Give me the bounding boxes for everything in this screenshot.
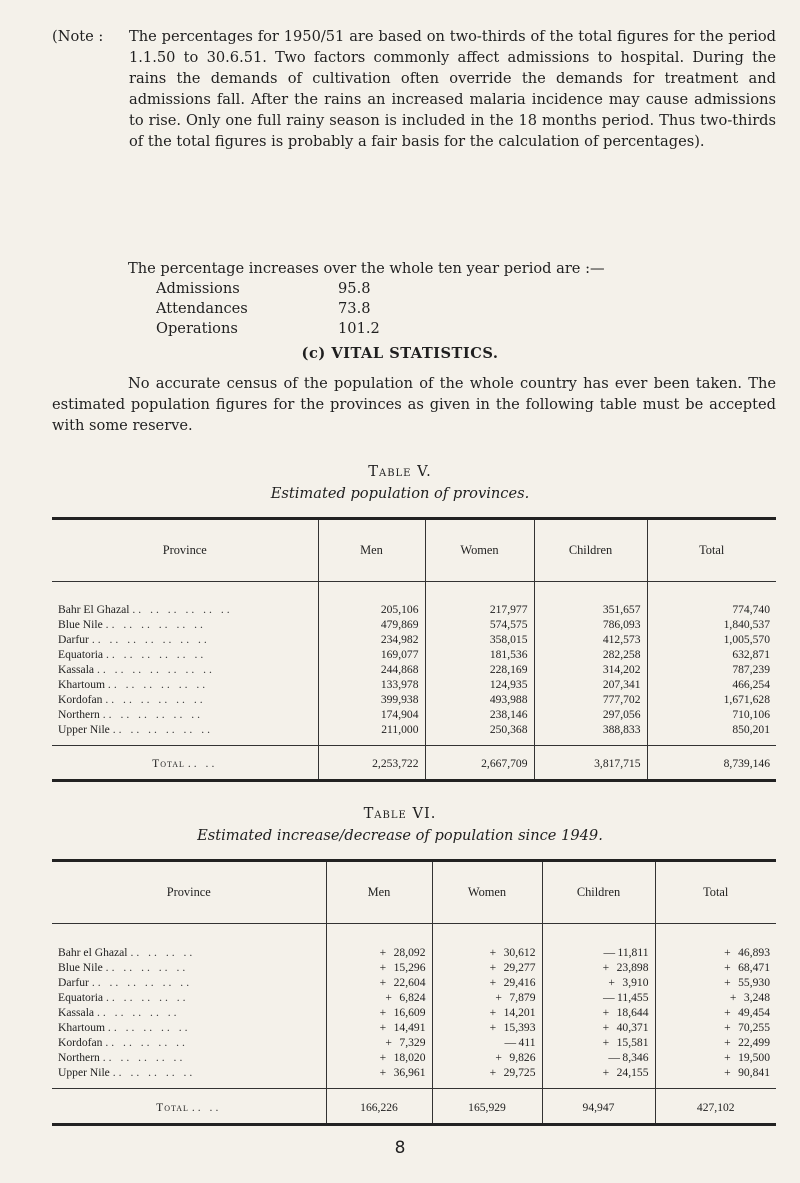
cell-women: 9,826: [509, 1051, 536, 1064]
total-women: 2,667,709: [425, 745, 534, 781]
cell-total: 49,454: [738, 1006, 770, 1019]
province-name: Equatoria: [58, 648, 104, 661]
cell-total: 3,248: [743, 991, 770, 1004]
province-name: Khartoum: [58, 678, 106, 691]
province-name: Kordofan: [58, 1036, 103, 1049]
cell-total: 466,254: [647, 677, 776, 692]
total-children: 94,947: [542, 1088, 655, 1126]
percentage-label: Admissions: [156, 280, 240, 297]
cell-women: 29,725: [503, 1066, 536, 1079]
cell-women: 574,575: [425, 617, 534, 632]
cell-children: 351,657: [534, 602, 647, 617]
table5-bottom-rule: [52, 779, 776, 782]
cell-men: 234,982: [318, 632, 425, 647]
table6-header-province: Province: [166, 884, 211, 899]
total-total: 427,102: [655, 1088, 776, 1126]
cell-men: 6,824: [399, 991, 426, 1004]
cell-men: 205,106: [318, 602, 425, 617]
sign: +: [724, 946, 731, 959]
cell-men: 14,491: [393, 1021, 426, 1034]
table6-header-women: Women: [432, 862, 542, 923]
sign: +: [602, 1021, 610, 1034]
census-paragraph: [52, 373, 776, 436]
cell-men: 244,868: [318, 662, 425, 677]
cell-children: 15,581: [616, 1036, 649, 1049]
cell-children: 388,833: [534, 722, 647, 737]
sign: +: [602, 1036, 610, 1049]
sign: +: [724, 1021, 731, 1034]
census-paragraph-text: No accurate census of the population of the whole country has ever been taken. The estimated population figures for the provinces as given in the following table must be accepted with some reserve.: [52, 375, 776, 434]
sign: +: [489, 1066, 497, 1079]
cell-total: 46,893: [738, 946, 770, 959]
cell-children: 24,155: [616, 1066, 649, 1079]
table6-header-men: Men: [326, 862, 432, 923]
cell-men: 479,869: [318, 617, 425, 632]
table6-total-row: Total .. .. 166,226 165,929 94,947 427,102: [52, 1088, 776, 1126]
sign: +: [379, 961, 387, 974]
sign: +: [724, 1036, 731, 1049]
cell-total: 787,239: [647, 662, 776, 677]
cell-total: 710,106: [647, 707, 776, 722]
cell-children: 3,910: [622, 976, 649, 989]
sign: +: [489, 1021, 497, 1034]
sign: +: [489, 961, 497, 974]
table-row: Upper Nile .. .. .. .. .. .. 211,000 250,368 388,833 850,201: [52, 722, 776, 737]
total-total: 8,739,146: [647, 745, 776, 781]
table-row: Kordofan .. .. .. .. .. + 7,329 — 411 + 15,581 + 22,499: [52, 1035, 776, 1050]
cell-total: 70,255: [738, 1021, 770, 1034]
cell-women: 493,988: [425, 692, 534, 707]
table-row: Kordofan .. .. .. .. .. .. 399,938 493,988 777,702 1,671,628: [52, 692, 776, 707]
cell-children: 40,371: [616, 1021, 649, 1034]
table5: [52, 520, 776, 781]
cell-children: 777,702: [534, 692, 647, 707]
cell-children: 207,341: [534, 677, 647, 692]
sign: +: [724, 976, 731, 989]
table5-header-men: Men: [318, 520, 425, 581]
province-name: Bahr El Ghazal: [58, 603, 130, 616]
cell-men: 18,020: [393, 1051, 426, 1064]
cell-men: 133,978: [318, 677, 425, 692]
table5-total-row: Total .. .. 2,253,722 2,667,709 3,817,715 8,739,146: [52, 745, 776, 781]
cell-women: 358,015: [425, 632, 534, 647]
table-row: Darfur .. .. .. .. .. .. .. 234,982 358,015 412,573 1,005,570: [52, 632, 776, 647]
sign: +: [489, 946, 497, 959]
cell-total: 19,500: [738, 1051, 770, 1064]
table-row: Kassala .. .. .. .. .. .. .. 244,868 228,169 314,202 787,239: [52, 662, 776, 677]
sign: +: [495, 1051, 502, 1064]
table5-header-total: Total: [647, 520, 776, 581]
table-row: Northern .. .. .. .. .. .. 174,904 238,146 297,056 710,106: [52, 707, 776, 722]
percentage-value: 95.8: [338, 280, 371, 297]
table-row: Darfur .. .. .. .. .. .. + 22,604 + 29,416 + 3,910 + 55,930: [52, 975, 776, 990]
cell-women: 250,368: [425, 722, 534, 737]
section-heading: (c) VITAL STATISTICS.: [301, 345, 499, 362]
cell-children: 11,811: [617, 946, 649, 959]
percentage-intro: The percentage increases over the whole ten year period are :—: [128, 260, 605, 277]
cell-children: 18,644: [616, 1006, 649, 1019]
province-name: Kassala: [58, 1006, 95, 1019]
table6: [52, 862, 776, 1126]
table5-header-children: Children: [534, 520, 647, 581]
table-row: Upper Nile .. .. .. .. .. + 36,961 + 29,725 + 24,155 + 90,841: [52, 1065, 776, 1080]
percentage-value: 73.8: [338, 300, 371, 317]
table-row: Blue Nile .. .. .. .. .. .. 479,869 574,575 786,093 1,840,537: [52, 617, 776, 632]
table-row: Khartoum .. .. .. .. .. + 14,491 + 15,393 + 40,371 + 70,255: [52, 1020, 776, 1035]
sign: +: [495, 991, 502, 1004]
cell-total: 1,840,537: [647, 617, 776, 632]
cell-total: 68,471: [738, 961, 770, 974]
table-row: Kassala .. .. .. .. .. + 16,609 + 14,201 + 18,644 + 49,454: [52, 1005, 776, 1020]
cell-men: 22,604: [393, 976, 426, 989]
cell-men: 16,609: [393, 1006, 426, 1019]
percentage-row: [156, 319, 380, 339]
cell-total: 1,005,570: [647, 632, 776, 647]
cell-women: 228,169: [425, 662, 534, 677]
table-row: Blue Nile .. .. .. .. .. + 15,296 + 29,277 + 23,898 + 68,471: [52, 960, 776, 975]
cell-total: 22,499: [738, 1036, 770, 1049]
table5-caption: Table V.: [368, 463, 432, 480]
cell-women: 29,277: [503, 961, 536, 974]
table-row: Equatoria .. .. .. .. .. .. 169,077 181,536 282,258 632,871: [52, 647, 776, 662]
table-row: Northern .. .. .. .. .. + 18,020 + 9,826 — 8,346 + 19,500: [52, 1050, 776, 1065]
percentage-list: [156, 279, 380, 339]
province-name: Darfur: [58, 633, 89, 646]
table5-header-province: Province: [162, 542, 207, 557]
cell-women: 7,879: [509, 991, 536, 1004]
cell-men: 15,296: [393, 961, 426, 974]
cell-women: 15,393: [503, 1021, 536, 1034]
cell-men: 174,904: [318, 707, 425, 722]
province-name: Upper Nile: [58, 723, 110, 736]
province-name: Blue Nile: [58, 618, 103, 631]
sign: +: [729, 991, 737, 1004]
province-name: Equatoria: [58, 991, 104, 1004]
table6-subtitle: Estimated increase/decrease of population since 1949.: [197, 827, 603, 844]
table-row: Bahr el Ghazal .. .. .. .. + 28,092 + 30,612 — 11,811 + 46,893: [52, 945, 776, 960]
sign: +: [608, 976, 615, 989]
cell-men: 28,092: [393, 946, 426, 959]
cell-women: 181,536: [425, 647, 534, 662]
sign: +: [724, 1066, 731, 1079]
sign: +: [724, 1051, 731, 1064]
province-name: Northern: [58, 708, 100, 721]
percentage-value: 101.2: [338, 320, 380, 337]
sign: +: [385, 1036, 392, 1049]
cell-total: 90,841: [738, 1066, 770, 1079]
sign: +: [379, 1066, 387, 1079]
province-name: Bahr el Ghazal: [58, 946, 128, 959]
cell-total: 1,671,628: [647, 692, 776, 707]
cell-children: 11,455: [617, 991, 649, 1004]
province-name: Khartoum: [58, 1021, 106, 1034]
cell-children: 23,898: [616, 961, 649, 974]
cell-women: 29,416: [503, 976, 536, 989]
sign: +: [602, 961, 610, 974]
cell-women: 238,146: [425, 707, 534, 722]
cell-children: 297,056: [534, 707, 647, 722]
cell-women: 411: [518, 1036, 536, 1049]
province-name: Kassala: [58, 663, 95, 676]
sign: +: [379, 976, 387, 989]
sign: +: [379, 946, 387, 959]
cell-children: 282,258: [534, 647, 647, 662]
cell-women: 124,935: [425, 677, 534, 692]
total-women: 165,929: [432, 1088, 542, 1126]
percentage-row: [156, 279, 380, 299]
cell-women: 30,612: [503, 946, 536, 959]
note-block: [52, 26, 776, 152]
table6-bottom-rule: [52, 1123, 776, 1126]
sign: +: [724, 961, 731, 974]
total-children: 3,817,715: [534, 745, 647, 781]
province-name: Darfur: [58, 976, 89, 989]
table6-header-children: Children: [542, 862, 655, 923]
cell-total: 632,871: [647, 647, 776, 662]
percentage-label: Attendances: [156, 300, 248, 317]
total-men: 2,253,722: [318, 745, 425, 781]
sign: +: [385, 991, 392, 1004]
cell-total: 850,201: [647, 722, 776, 737]
cell-total: 774,740: [647, 602, 776, 617]
table6-caption: Table VI.: [363, 805, 437, 822]
total-men: 166,226: [326, 1088, 432, 1126]
table6-header-total: Total: [655, 862, 776, 923]
cell-men: 211,000: [318, 722, 425, 737]
note-text: The percentages for 1950/51 are based on two-thirds of the total figures for the period 1.1.50 to 30.6.51. Two factors commonly affect admissions to hospital. During the rains the demands of cultivation often override the demands for treatment and admissions fall. After the rains an increased malaria incidence may cause admissions to rise. Only one full rainy season is included in the 18 months period. Thus two-thirds of the total figures is probably a fair basis for the calculation of percentages).: [129, 28, 776, 150]
sign: +: [489, 976, 497, 989]
province-name: Northern: [58, 1051, 100, 1064]
sign: +: [602, 1006, 610, 1019]
percentage-label: Operations: [156, 320, 238, 337]
table-row: Equatoria .. .. .. .. .. + 6,824 + 7,879 — 11,455 + 3,248: [52, 990, 776, 1005]
total-label: Total: [156, 1100, 189, 1114]
cell-men: 7,329: [399, 1036, 426, 1049]
sign: +: [379, 1021, 387, 1034]
province-name: Upper Nile: [58, 1066, 110, 1079]
sign: —: [504, 1036, 517, 1049]
total-label: Total: [152, 756, 185, 770]
sign: +: [602, 1066, 610, 1079]
sign: —: [608, 1051, 620, 1064]
sign: +: [379, 1006, 387, 1019]
sign: +: [724, 1006, 731, 1019]
cell-children: 412,573: [534, 632, 647, 647]
percentage-row: [156, 299, 380, 319]
table-row: Khartoum .. .. .. .. .. .. 133,978 124,935 207,341 466,254: [52, 677, 776, 692]
table5-header-women: Women: [425, 520, 534, 581]
table-row: Bahr El Ghazal .. .. .. .. .. .. 205,106 217,977 351,657 774,740: [52, 602, 776, 617]
sign: —: [603, 991, 615, 1004]
province-name: Kordofan: [58, 693, 103, 706]
sign: +: [379, 1051, 387, 1064]
cell-total: 55,930: [738, 976, 770, 989]
table5-subtitle: Estimated population of provinces.: [270, 485, 530, 502]
cell-children: 786,093: [534, 617, 647, 632]
cell-children: 314,202: [534, 662, 647, 677]
cell-children: 8,346: [622, 1051, 649, 1064]
note-label: (Note :: [52, 28, 104, 45]
cell-women: 14,201: [503, 1006, 536, 1019]
sign: —: [603, 946, 616, 959]
page-number: 8: [394, 1138, 406, 1158]
cell-men: 36,961: [393, 1066, 426, 1079]
cell-women: 217,977: [425, 602, 534, 617]
sign: +: [489, 1006, 497, 1019]
cell-men: 169,077: [318, 647, 425, 662]
province-name: Blue Nile: [58, 961, 103, 974]
cell-men: 399,938: [318, 692, 425, 707]
